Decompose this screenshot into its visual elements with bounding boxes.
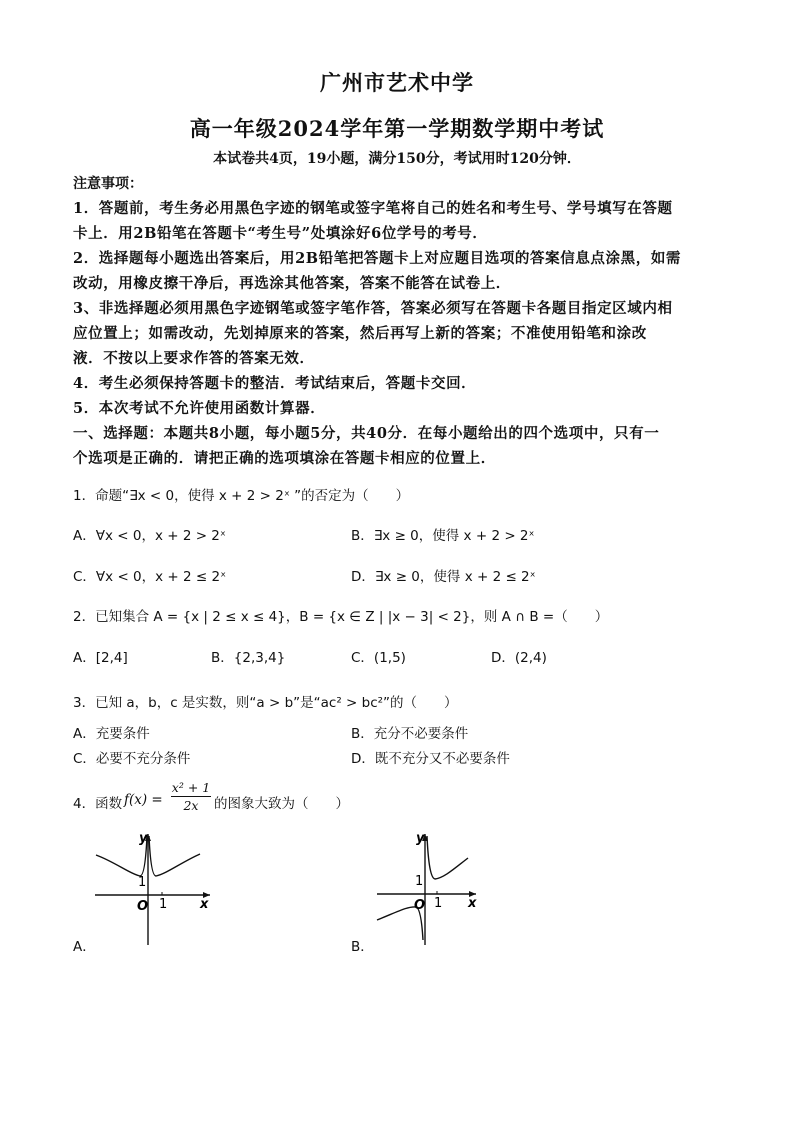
question-1-option-b: B．∃x ≥ 0，使得 x + 2 > 2ˣ <box>351 528 535 544</box>
note-line: 2．选择题每小题选出答案后，用2B铅笔把答题卡上对应题目选项的答案信息点涂黑，如需 <box>73 250 682 267</box>
question-3-option-c: C．必要不充分条件 <box>73 751 191 767</box>
question-3-option-d: D．既不充分又不必要条件 <box>351 751 510 767</box>
note-line: 5．本次考试不允许使用函数计算器． <box>73 400 326 417</box>
graph-option-a <box>90 828 220 948</box>
question-2-option-b: B．{2,3,4} <box>211 650 286 666</box>
curve-right-branch <box>149 836 200 876</box>
question-2-option-a: A．[2,4] <box>73 650 128 666</box>
question-4-option-a: A． <box>73 939 96 955</box>
question-4-function-lhs: f(x) = <box>124 792 163 808</box>
curve-right-branch <box>427 836 468 879</box>
y-one-label: 1 <box>138 875 147 890</box>
fraction-numerator: x² + 1 <box>171 780 211 795</box>
question-3-stem: 3．已知 a，b，c 是实数，则“a > b”是“ac² > bc²”的（ ） <box>73 695 458 711</box>
note-line: 4．考生必须保持答题卡的整洁．考试结束后，答题卡交回． <box>73 375 477 392</box>
question-2-stem: 2．已知集合 A = {x | 2 ≤ x ≤ 4}，B = {x ∈ Z | |x − 3| < 2}，则 A ∩ B =（ ） <box>73 609 609 625</box>
school-name: 广州市艺术中学 <box>320 70 474 95</box>
note-line: 3、非选择题必须用黑色字迹钢笔或签字笔作答，答案必须写在答题卡各题目指定区域内相 <box>73 300 673 317</box>
exam-title: 高一年级2024学年第一学期数学期中考试 <box>189 116 605 141</box>
note-line: 应位置上；如需改动，先划掉原来的答案，然后再写上新的答案；不准使用铅笔和涂改 <box>73 325 647 342</box>
graph-option-b <box>372 828 482 948</box>
exam-info: 本试卷共4页，19小题，满分150分，考试用时120分钟． <box>213 151 581 167</box>
x-one-label: 1 <box>434 896 443 911</box>
question-1-stem: 1．命题“∃x < 0，使得 x + 2 > 2ˣ ”的否定为（ ） <box>73 488 410 504</box>
question-4-stem-prefix: 4．函数 <box>73 796 123 812</box>
question-3-option-a: A．充要条件 <box>73 726 150 742</box>
fraction-denominator: 2x <box>183 798 199 813</box>
y-one-label: 1 <box>415 874 424 889</box>
question-2-option-d: D．(2,4) <box>491 650 547 666</box>
notes-heading: 注意事项： <box>73 176 143 192</box>
question-3-option-b: B．充分不必要条件 <box>351 726 469 742</box>
question-4-option-b: B． <box>351 939 374 955</box>
origin-label: O <box>137 899 149 914</box>
x-one-label: 1 <box>159 897 168 912</box>
x-axis-label: x <box>200 897 209 912</box>
section-heading: 一、选择题：本题共8小题，每小题5分，共40分．在每小题给出的四个选项中，只有一 <box>73 425 660 442</box>
question-1-option-c: C．∀x < 0，x + 2 ≤ 2ˣ <box>73 569 227 585</box>
y-axis-label: y <box>416 831 425 846</box>
question-1-option-a: A．∀x < 0，x + 2 > 2ˣ <box>73 528 226 544</box>
note-line: 1．答题前，考生务必用黑色字迹的钢笔或签字笔将自己的姓名和考生号、学号填写在答题 <box>73 200 673 217</box>
origin-label: O <box>414 898 426 913</box>
note-line: 卡上．用2B铅笔在答题卡“考生号”处填涂好6位学号的考号． <box>73 225 488 242</box>
x-axis-label: x <box>468 896 477 911</box>
question-4-stem-suffix: 的图象大致为（ ） <box>214 796 349 812</box>
note-line: 改动，用橡皮擦干净后，再选涂其他答案，答案不能答在试卷上． <box>73 275 511 292</box>
section-heading: 个选项是正确的．请把正确的选项填涂在答题卡相应的位置上． <box>73 450 496 467</box>
question-2-option-c: C．(1,5) <box>351 650 406 666</box>
y-axis-label: y <box>139 831 148 846</box>
note-line: 液．不按以上要求作答的答案无效． <box>73 350 315 367</box>
question-1-option-d: D．∃x ≥ 0，使得 x + 2 ≤ 2ˣ <box>351 569 536 585</box>
question-4-fraction <box>171 780 211 813</box>
